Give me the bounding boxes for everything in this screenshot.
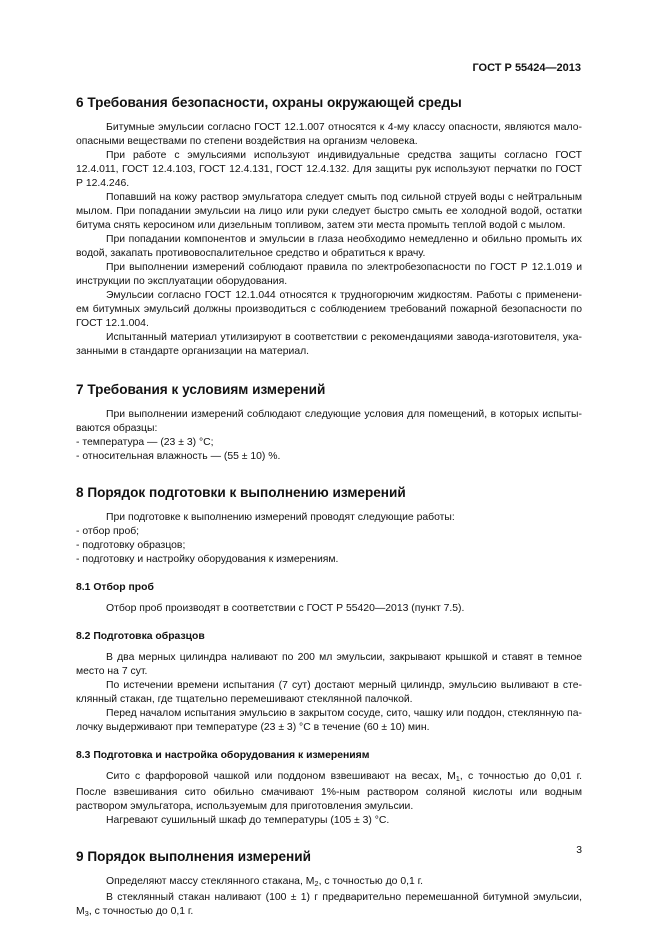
section-8 <box>76 484 582 828</box>
section-7 <box>76 381 582 464</box>
paragraph <box>76 875 582 891</box>
paragraph: При подготовке к выполнению измерений проводят следующие работы: <box>106 512 455 523</box>
list-item: - подготовку и настройку оборудования к измерениям. <box>76 554 339 565</box>
paragraph: Нагревают сушильный шкаф до температуры (105 ± 3) °С. <box>106 815 390 826</box>
paragraph: По истечении времени испытания (7 сут) достают мерный цилиндр, эмульсию выливают в сте-клянный стакан, где тщательно перемешивают стеклянной палочкой. <box>76 680 582 705</box>
subsection-8-3-title: 8.3 Подготовка и настройка оборудования к измерениям <box>76 750 370 761</box>
text-run: В стеклянный стакан наливают (100 ± 1) г предварительно перемешанной битумной эмульсии, М <box>76 892 582 917</box>
section-9-title: 9 Порядок выполнения измерений <box>76 849 311 864</box>
subsection-8-3 <box>76 749 582 828</box>
page-number: 3 <box>576 845 582 856</box>
paragraph: Битумные эмульсии согласно ГОСТ 12.1.007 относятся к 4-му классу опасности, являются мало-опасными веществами по степени воздействия на организм человека. <box>76 122 582 147</box>
document-body <box>76 94 582 937</box>
paragraph <box>76 891 582 921</box>
subsection-8-2-title: 8.2 Подготовка образцов <box>76 631 205 642</box>
list-item: - подготовку образцов; <box>76 540 186 551</box>
paragraph: При попадании компонентов и эмульсии в глаза необходимо немедленно и обильно промыть их водой, закапать противовоспалительное средство и обратиться к врачу. <box>76 234 582 259</box>
paragraph <box>76 770 582 814</box>
paragraph: Перед началом испытания эмульсию в закрытом сосуде, сито, чашку или поддон, стеклянную па-лочку выдерживают при температуре (23 ± 3) °С в течение (60 ± 10) мин. <box>76 708 582 733</box>
list-item: - относительная влажность — (55 ± 10) %. <box>76 451 281 462</box>
subsection-8-1 <box>76 581 582 616</box>
subsection-8-2 <box>76 630 582 735</box>
list-item: - отбор проб; <box>76 526 140 537</box>
section-9 <box>76 848 582 921</box>
paragraph: В два мерных цилиндра наливают по 200 мл эмульсии, закрывают крышкой и ставят в темное место на 7 сут. <box>76 652 582 677</box>
text-run: , с точностью до 0,1 г. <box>88 906 194 917</box>
paragraph: При работе с эмульсиями используют индивидуальные средства защиты согласно ГОСТ 12.4.011, ГОСТ 12.4.103, ГОСТ 12.4.131, ГОСТ 12.4.132. Для защиты рук используют перчатки по ГОСТ Р 12.4.246. <box>76 150 582 189</box>
paragraph: Отбор проб производят в соответствии с ГОСТ Р 55420—2013 (пункт 7.5). <box>106 603 465 614</box>
paragraph: При выполнении измерений соблюдают следующие условия для помещений, в которых испыты-ваются образцы: <box>76 409 582 434</box>
document-code: ГОСТ Р 55424—2013 <box>472 62 581 74</box>
list-item: - температура — (23 ± 3) °С; <box>76 437 214 448</box>
text-run: Сито с фарфоровой чашкой или поддоном взвешивают на весах, М <box>106 771 456 782</box>
section-6 <box>76 94 582 359</box>
paragraph: Эмульсии согласно ГОСТ 12.1.044 относятся к трудногорючим жидкостям. Работы с применени-ем битумных эмульсий должны производиться с соблюдением требований пожарной безопасности по ГОСТ 12.1.004. <box>76 290 582 329</box>
subscript: 3 <box>84 909 89 918</box>
section-8-title: 8 Порядок подготовки к выполнению измерений <box>76 485 406 500</box>
paragraph: Испытанный материал утилизируют в соответствии с рекомендациями завода-изготовителя, ука-занными в стандарте организации на материал. <box>76 332 582 357</box>
subscript: 2 <box>314 879 319 888</box>
subscript: 1 <box>455 774 460 783</box>
text-run: Определяют массу стеклянного стакана, М <box>106 876 315 887</box>
subsection-8-1-title: 8.1 Отбор проб <box>76 582 154 593</box>
paragraph: При выполнении измерений соблюдают правила по электробезопасности по ГОСТ Р 12.1.019 и инструкции по эксплуатации оборудования. <box>76 262 582 287</box>
text-run: , с точностью до 0,1 г. <box>318 876 424 887</box>
text-run: , с точностью до 0,01 г. После взвешивания сито обильно смачивают 1%-ным раствором соляной кислоты или водным раствором эмульгатора, используемым для приготовления эмульсии. <box>76 771 582 812</box>
section-7-title: 7 Требования к условиям измерений <box>76 382 326 397</box>
section-6-title: 6 Требования безопасности, охраны окружающей среды <box>76 95 462 110</box>
paragraph: Попавший на кожу раствор эмульгатора следует смыть под сильной струей воды с нейтральным мылом. При попадании эмульсии на лицо или руки следует быстро смыть ее холодной водой, остатки битума снять керосином или дизельным топливом, затем эти места промыть теплой водой с мылом. <box>76 192 582 231</box>
